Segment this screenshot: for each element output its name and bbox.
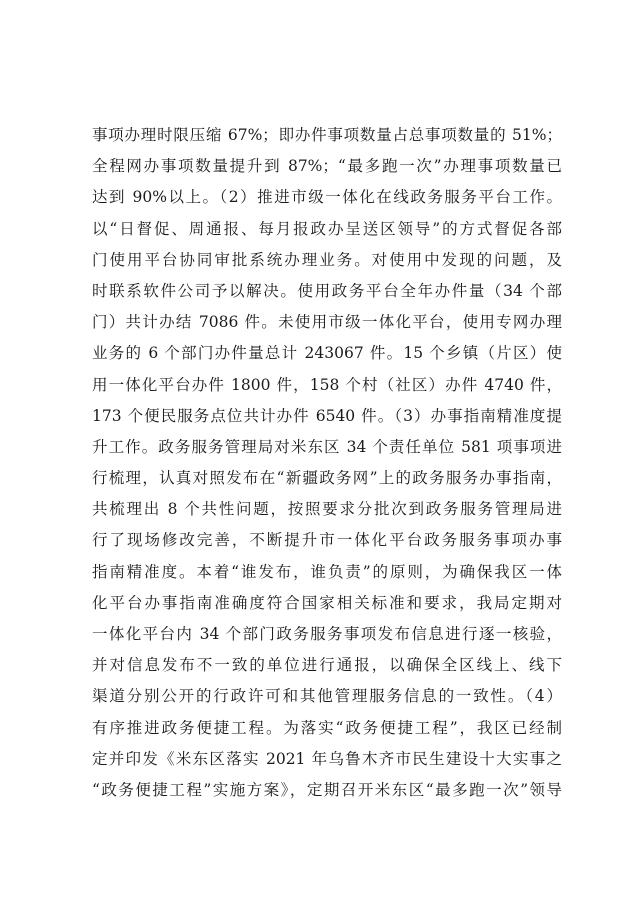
text-line: 并对信息发布不一致的单位进行通报，以确保全区线上、线下 <box>92 656 562 675</box>
text-line: 173 个便民服务点位共计办件 6540 件。（3）办事指南精准度提 <box>92 406 562 425</box>
body-text <box>92 120 562 806</box>
text-line: 事项办理时限压缩 67%；即办件事项数量占总事项数量的 51%； <box>92 126 562 144</box>
text-line: 渠道分别公开的行政许可和其他管理服务信息的一致性。（4） <box>92 687 562 706</box>
text-line: 达到 90%以上。（2）推进市级一体化在线政务服务平台工作。 <box>92 188 562 207</box>
text-line: 行了现场修改完善，不断提升市一体化平台政务服务事项办事 <box>92 531 562 550</box>
text-line: 升工作。政务服务管理局对米东区 34 个责任单位 581 项事项进 <box>92 437 562 456</box>
text-line: 全程网办事项数量提升到 87%；“最多跑一次”办理事项数量已 <box>92 157 562 176</box>
text-line: 时联系软件公司予以解决。使用政务平台全年办件量（34 个部 <box>92 281 562 300</box>
text-line: 一体化平台内 34 个部门政务服务事项发布信息进行逐一核验， <box>92 625 562 643</box>
text-line: 门）共计办结 7086 件。未使用市级一体化平台，使用专网办理 <box>92 313 562 332</box>
text-line: 业务的 6 个部门办件量总计 243067 件。15 个乡镇（片区）使 <box>92 344 562 363</box>
text-line: 定并印发《米东区落实 2021 年乌鲁木齐市民生建设十大实事之 <box>92 749 562 768</box>
text-line: 门使用平台协同审批系统办理业务。对使用中发现的问题，及 <box>92 250 562 269</box>
text-line: 用一体化平台办件 1800 件，158 个村（社区）办件 4740 件， <box>92 375 562 394</box>
text-line: 行梳理，认真对照发布在“新疆政务网”上的政务服务办事指南， <box>92 469 562 488</box>
text-line: 指南精准度。本着“谁发布，谁负责”的原则，为确保我区一体 <box>92 562 562 581</box>
text-line: “政务便捷工程”实施方案》，定期召开米东区“最多跑一次”领导 <box>92 780 562 799</box>
text-line: 共梳理出 8 个共性问题，按照要求分批次到政务服务管理局进 <box>92 500 562 519</box>
text-line: 以“日督促、周通报、每月报政办呈送区领导”的方式督促各部 <box>92 219 562 238</box>
text-line: 化平台办事指南准确度符合国家相关标准和要求，我局定期对 <box>92 593 562 612</box>
text-line: 有序推进政务便捷工程。为落实“政务便捷工程”，我区已经制 <box>92 718 562 737</box>
